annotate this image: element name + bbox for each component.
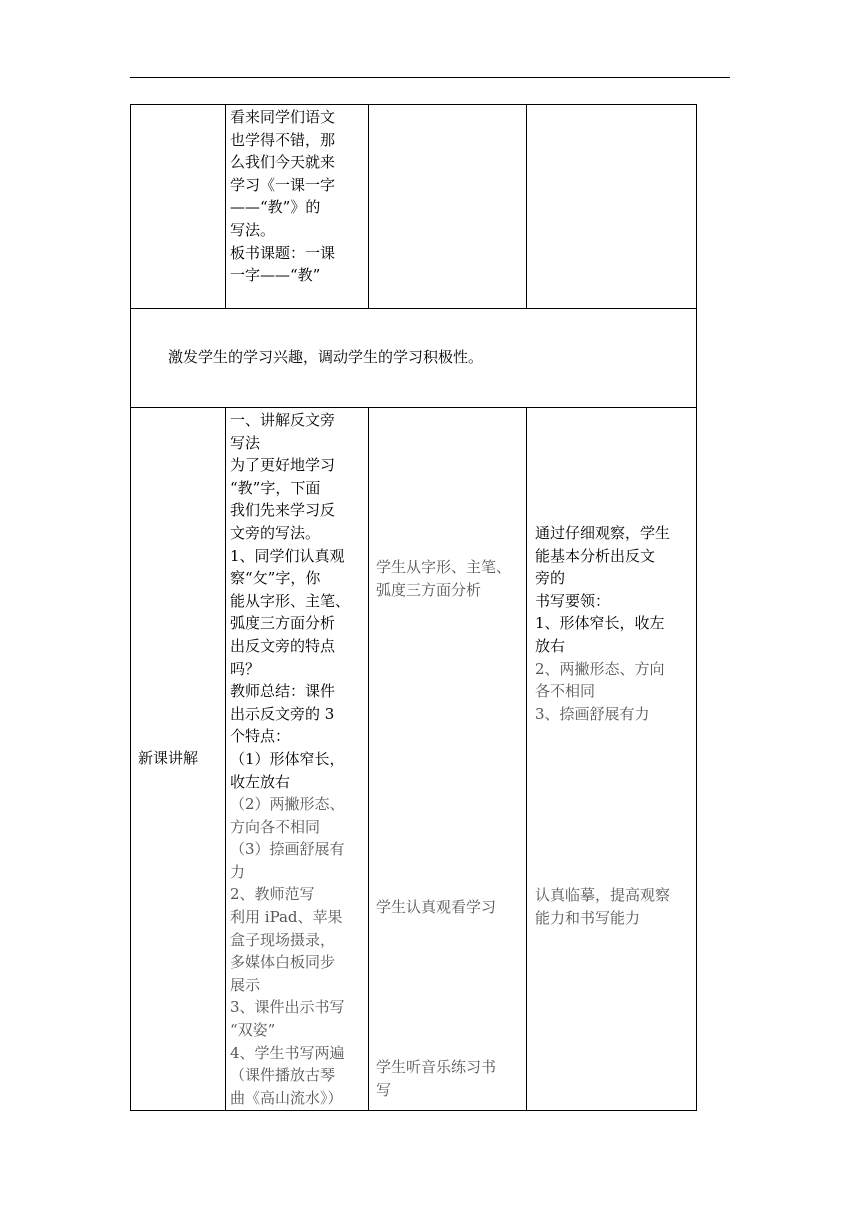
text-line: 写法。 [230,220,276,239]
text-line: 3、捺画舒展有力 [535,704,650,723]
text-line: 弧度三方面分析 [376,580,482,599]
text-line: （1）形体窄长， [230,749,345,768]
text-line: 力 [230,862,246,881]
col1-divider-row1 [225,104,226,308]
row2-design-intent: 激发学生的学习兴趣，调动学生的学习积极性。 [168,348,484,366]
text-line: 也学得不错，那 [230,130,336,149]
text-line: 能从字形、主笔、 [230,591,351,610]
text-line: 1、形体窄长，收左 [535,614,665,633]
text-line: ——“教”》的 [230,198,321,217]
text-line: （3）捺画舒展有 [230,840,345,859]
text-line: 为了更好地学习 [230,456,336,475]
col3-divider-row3 [526,407,527,1110]
text-line: （课件播放古琴 [230,1066,336,1085]
row1-bottom-border [130,308,697,309]
text-line: 出反文旁的特点 [230,636,336,655]
row3-student-activity-c [376,1056,524,1101]
col2-divider-row1 [368,104,369,308]
header-rule [130,77,730,78]
text-line: 么我们今天就来 [230,153,336,172]
text-line: 能力和书写能力 [535,908,641,927]
text-line: 学生从字形、主笔、 [376,558,512,576]
col3-divider-row1 [526,104,527,308]
text-line: 3、课件出示书写 [230,998,345,1017]
text-line: 2、教师范写 [230,885,315,904]
text-line: 各不相同 [535,682,596,701]
text-line: 能基本分析出反文 [535,546,656,565]
text-line: 文旁的写法。 [230,523,321,542]
row3-section-label: 新课讲解 [138,749,199,767]
text-line: 曲《高山流水》） [230,1088,343,1107]
text-line: 吗？ [230,659,261,678]
text-line: 书写要领： [535,591,611,610]
text-line: 4、学生书写两遍 [230,1043,345,1062]
text-line: 收左放右 [230,772,291,791]
text-line: 利用 iPad、苹果 [230,908,343,927]
text-line: 写 [376,1080,392,1099]
text-line: 学生听音乐练习书 [376,1058,497,1076]
table-top-border [130,104,697,105]
text-line: 认真临摹，提高观察 [535,886,671,904]
text-line: 一、讲解反文旁 [230,411,336,429]
row3-purpose-a [535,522,693,725]
text-line: 盒子现场摄录， [230,930,336,949]
col2-divider-row3 [368,407,369,1110]
table-right-border [696,104,697,1110]
text-line: 方向各不相同 [230,817,321,836]
text-line: （2）两撇形态、 [230,795,345,814]
text-line: 学习《一课一字 [230,175,336,194]
text-line: “教”字，下面 [230,478,321,497]
text-line: 通过仔细观察，学生 [535,524,671,542]
text-line: 旁的 [535,569,566,588]
row3-teacher-activity [230,409,366,1109]
text-line: 我们先来学习反 [230,501,336,520]
text-line: 1、同学们认真观 [230,546,345,565]
text-line: 教师总结：课件 [230,682,336,701]
text-line: 个特点： [230,727,291,746]
text-line: 展示 [230,975,261,994]
text-line: “双姿” [230,1021,276,1040]
row1-teacher-activity [230,106,366,287]
row2-bottom-border [130,407,697,408]
text-line: 弧度三方面分析 [230,614,336,633]
text-line: 2、两撇形态、方向 [535,659,665,678]
text-line: 写法 [230,433,261,452]
row3-student-activity-b: 学生认真观看学习 [376,898,497,916]
table-left-border [130,104,131,1110]
col1-divider-row3 [225,407,226,1110]
text-line: 一字——“教” [230,266,321,285]
row3-student-activity-a [376,556,524,601]
text-line: 出示反文旁的 3 [230,704,335,723]
text-line: 察“攵”字，你 [230,569,321,588]
text-line: 看来同学们语文 [230,108,336,126]
row3-purpose-b [535,884,693,929]
text-line: 放右 [535,636,566,655]
table-bottom-border [130,1110,697,1111]
text-line: 多媒体白板同步 [230,953,336,972]
text-line: 板书课题：一课 [230,243,336,262]
